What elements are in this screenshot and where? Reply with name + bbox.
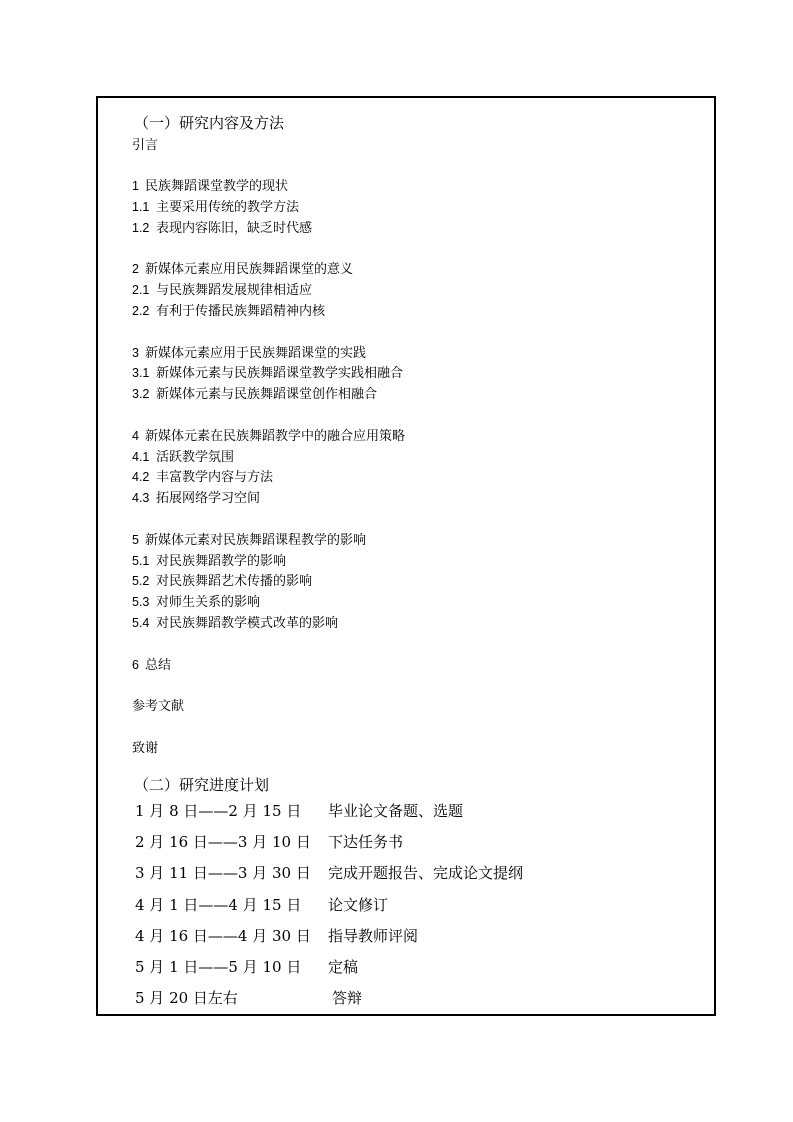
schedule-task: 毕业论文备题、选题 (328, 802, 464, 820)
outline-number: 5.3 (132, 595, 150, 609)
outline-number: 4.2 (132, 470, 150, 484)
schedule-date: 4 月 16 日——4 月 30 日 (135, 927, 311, 945)
outline-number: 3 (132, 346, 139, 360)
schedule-task: 完成开题报告、完成论文提纲 (328, 864, 524, 882)
outline-item-2-1 (132, 284, 312, 297)
thanks-heading: 致谢 (132, 741, 159, 756)
outline-text: 对民族舞蹈教学的影响 (156, 554, 287, 569)
outline-heading-1 (132, 180, 288, 193)
outline-item-5-1 (132, 555, 286, 568)
schedule-date: 2 月 16 日——3 月 10 日 (135, 833, 311, 851)
intro-heading: 引言 (132, 138, 159, 153)
outline-text: 新媒体元素与民族舞蹈课堂创作相融合 (156, 387, 378, 402)
outline-number: 3.2 (132, 387, 150, 401)
outline-text: 活跃教学氛围 (156, 450, 235, 465)
outline-item-4-1 (132, 451, 234, 464)
outline-text: 拓展网络学习空间 (156, 491, 261, 506)
outline-text: 新媒体元素对民族舞蹈课程教学的影响 (145, 533, 367, 548)
outline-heading-4 (132, 430, 405, 443)
schedule-date: 4 月 1 日——4 月 15 日 (135, 896, 302, 914)
schedule-task: 答辩 (332, 989, 363, 1007)
outline-item-3-1 (132, 367, 403, 380)
outline-item-1-2 (132, 222, 312, 235)
outline-text: 对师生关系的影响 (156, 595, 261, 610)
schedule-task: 定稿 (328, 958, 359, 976)
outline-number: 5.4 (132, 616, 150, 630)
outline-heading-2 (132, 263, 353, 276)
outline-number: 6 (132, 658, 139, 672)
schedule-date: 1 月 8 日——2 月 15 日 (135, 802, 302, 820)
outline-heading-5 (132, 534, 366, 547)
schedule-task: 下达任务书 (328, 833, 404, 851)
outline-number: 5 (132, 533, 139, 547)
outline-number: 2 (132, 262, 139, 276)
outline-text: 总结 (145, 658, 172, 673)
outline-text: 民族舞蹈课堂教学的现状 (145, 179, 289, 194)
section1-title: （一）研究内容及方法 (134, 114, 285, 132)
outline-number: 3.1 (132, 366, 150, 380)
outline-item-4-3 (132, 492, 260, 505)
outline-text: 新媒体元素应用于民族舞蹈课堂的实践 (145, 346, 367, 361)
outline-item-5-4 (132, 617, 338, 630)
outline-item-5-2 (132, 575, 312, 588)
outline-number: 2.2 (132, 304, 150, 318)
schedule-date: 3 月 11 日——3 月 30 日 (135, 864, 311, 882)
outline-item-5-3 (132, 596, 260, 609)
outline-text: 丰富教学内容与方法 (156, 470, 274, 485)
outline-number: 1 (132, 179, 139, 193)
outline-text: 新媒体元素应用民族舞蹈课堂的意义 (145, 262, 354, 277)
outline-text: 新媒体元素与民族舞蹈课堂教学实践相融合 (156, 366, 404, 381)
outline-text: 主要采用传统的教学方法 (156, 200, 300, 215)
outline-text: 表现内容陈旧，缺乏时代感 (156, 221, 313, 236)
outline-text: 有利于传播民族舞蹈精神内核 (156, 304, 326, 319)
outline-text: 与民族舞蹈发展规律相适应 (156, 283, 313, 298)
outline-number: 4.3 (132, 491, 150, 505)
outline-number: 4.1 (132, 450, 150, 464)
section2-title: （二）研究进度计划 (134, 776, 270, 794)
outline-heading-3 (132, 347, 366, 360)
schedule-date: 5 月 1 日——5 月 10 日 (135, 958, 302, 976)
schedule-task: 指导教师评阅 (328, 927, 419, 945)
outline-summary (132, 659, 171, 672)
outline-number: 2.1 (132, 283, 150, 297)
schedule-date: 5 月 20 日左右 (135, 989, 238, 1007)
outline-text: 对民族舞蹈艺术传播的影响 (156, 574, 313, 589)
outline-text: 对民族舞蹈教学模式改革的影响 (156, 616, 339, 631)
outline-number: 1.2 (132, 221, 150, 235)
outline-number: 1.1 (132, 200, 150, 214)
outline-item-2-2 (132, 305, 325, 318)
outline-number: 5.2 (132, 574, 150, 588)
outline-item-3-2 (132, 388, 377, 401)
outline-number: 4 (132, 429, 139, 443)
outline-text: 新媒体元素在民族舞蹈教学中的融合应用策略 (145, 429, 406, 444)
schedule-task: 论文修订 (328, 896, 389, 914)
outline-item-4-2 (132, 471, 273, 484)
outline-item-1-1 (132, 201, 299, 214)
outline-number: 5.1 (132, 554, 150, 568)
references-heading: 参考文献 (132, 699, 185, 714)
